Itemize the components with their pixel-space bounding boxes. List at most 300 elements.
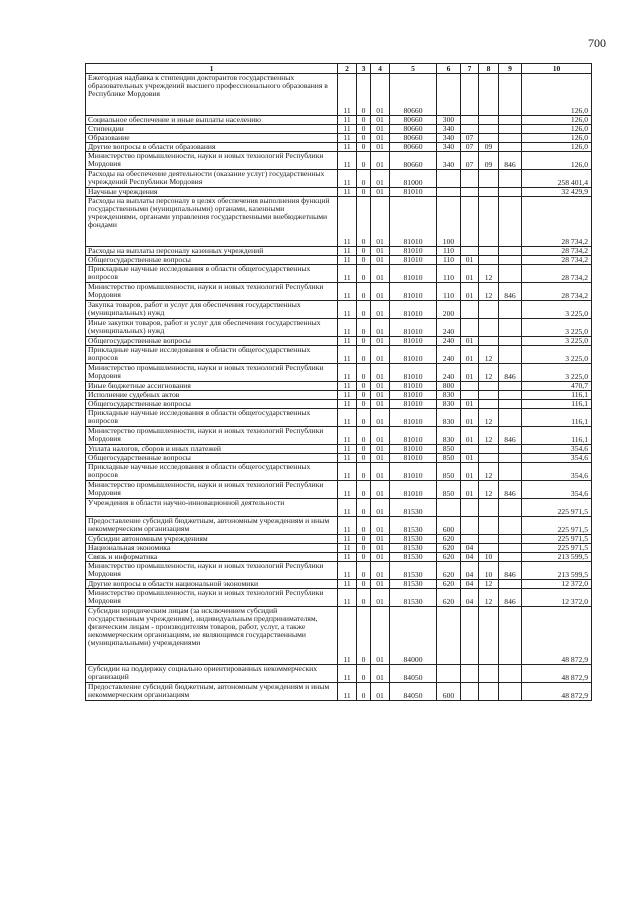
- code-cell: 01: [371, 256, 390, 265]
- code-cell: 01: [371, 337, 390, 346]
- code-cell: 01: [371, 134, 390, 143]
- amount-cell: 126,0: [522, 152, 592, 170]
- code-cell: 10: [479, 562, 499, 580]
- code-cell: 81530: [390, 544, 437, 553]
- table-row: [86, 143, 592, 152]
- code-cell: 11: [338, 247, 357, 256]
- code-cell: 0: [357, 544, 371, 553]
- code-cell: [479, 337, 499, 346]
- code-cell: 01: [371, 445, 390, 454]
- code-cell: [461, 391, 479, 400]
- amount-cell: 213 599,5: [522, 562, 592, 580]
- code-cell: 11: [338, 391, 357, 400]
- row-label: Расходы на выплаты персоналу в целях обеспечения выполнения функций государственными (муниципальными) органами, казенными учреждениями, органами управления государственными внебюджетными фондами: [86, 197, 338, 247]
- code-cell: 11: [338, 607, 357, 665]
- code-cell: 01: [371, 283, 390, 301]
- amount-cell: 48 872,9: [522, 607, 592, 665]
- row-label: Социальное обеспечение и иные выплаты населению: [86, 116, 338, 125]
- code-cell: 0: [357, 607, 371, 665]
- code-cell: 84000: [390, 607, 437, 665]
- amount-cell: 354,6: [522, 463, 592, 481]
- column-header: 2: [338, 64, 357, 74]
- code-cell: [479, 170, 499, 188]
- code-cell: 01: [371, 683, 390, 701]
- code-cell: 11: [338, 134, 357, 143]
- code-cell: [461, 445, 479, 454]
- code-cell: [437, 607, 461, 665]
- row-label: Прикладные научные исследования в области общегосударственных вопросов: [86, 463, 338, 481]
- code-cell: [499, 607, 522, 665]
- column-header: 3: [357, 64, 371, 74]
- code-cell: [437, 188, 461, 197]
- table-row: [86, 265, 592, 283]
- code-cell: 01: [371, 589, 390, 607]
- code-cell: 850: [437, 454, 461, 463]
- row-label: Учреждения в области научно-инновационной деятельности: [86, 499, 338, 517]
- code-cell: 04: [461, 544, 479, 553]
- row-label: Прикладные научные исследования в области общегосударственных вопросов: [86, 409, 338, 427]
- code-cell: 84050: [390, 665, 437, 683]
- code-cell: 11: [338, 427, 357, 445]
- code-cell: 01: [371, 535, 390, 544]
- code-cell: 0: [357, 125, 371, 134]
- code-cell: 850: [437, 445, 461, 454]
- row-label: Министерство промышленности, науки и новых технологий Республики Мордовия: [86, 283, 338, 301]
- row-label: Общегосударственные вопросы: [86, 337, 338, 346]
- code-cell: 10: [479, 553, 499, 562]
- code-cell: 0: [357, 301, 371, 319]
- code-cell: 340: [437, 134, 461, 143]
- code-cell: [437, 499, 461, 517]
- code-cell: [461, 188, 479, 197]
- code-cell: [479, 125, 499, 134]
- code-cell: [461, 683, 479, 701]
- code-cell: 11: [338, 517, 357, 535]
- amount-cell: 3 225,0: [522, 319, 592, 337]
- code-cell: [499, 409, 522, 427]
- code-cell: 80660: [390, 143, 437, 152]
- amount-cell: 126,0: [522, 74, 592, 116]
- code-cell: 81010: [390, 400, 437, 409]
- row-label: Субсидии автономным учреждениям: [86, 535, 338, 544]
- table-row: [86, 499, 592, 517]
- code-cell: [479, 665, 499, 683]
- table-row: [86, 544, 592, 553]
- code-cell: [499, 535, 522, 544]
- amount-cell: 28 734,2: [522, 265, 592, 283]
- code-cell: [499, 197, 522, 247]
- code-cell: 0: [357, 445, 371, 454]
- row-label: Другие вопросы в области образования: [86, 143, 338, 152]
- code-cell: 0: [357, 665, 371, 683]
- code-cell: 01: [461, 454, 479, 463]
- code-cell: 12: [479, 283, 499, 301]
- code-cell: 0: [357, 256, 371, 265]
- row-label: Общегосударственные вопросы: [86, 400, 338, 409]
- code-cell: 01: [371, 382, 390, 391]
- row-label: Общегосударственные вопросы: [86, 454, 338, 463]
- row-label: Другие вопросы в области национальной экономики: [86, 580, 338, 589]
- table-row: [86, 589, 592, 607]
- code-cell: 0: [357, 454, 371, 463]
- table-row: [86, 74, 592, 116]
- code-cell: 04: [461, 589, 479, 607]
- code-cell: 01: [371, 499, 390, 517]
- code-cell: 01: [371, 116, 390, 125]
- code-cell: 620: [437, 580, 461, 589]
- row-label: Прикладные научные исследования в области общегосударственных вопросов: [86, 346, 338, 364]
- code-cell: 01: [371, 427, 390, 445]
- code-cell: 04: [461, 562, 479, 580]
- table-row: [86, 391, 592, 400]
- table-row: [86, 283, 592, 301]
- code-cell: 01: [371, 346, 390, 364]
- code-cell: 11: [338, 170, 357, 188]
- row-label: Субсидии на поддержку социально ориентированных некоммерческих организаций: [86, 665, 338, 683]
- table-row: [86, 125, 592, 134]
- code-cell: [479, 116, 499, 125]
- amount-cell: 28 734,2: [522, 256, 592, 265]
- code-cell: [499, 247, 522, 256]
- row-label: Министерство промышленности, науки и новых технологий Республики Мордовия: [86, 427, 338, 445]
- code-cell: 12: [479, 481, 499, 499]
- code-cell: 12: [479, 346, 499, 364]
- column-header: 5: [390, 64, 437, 74]
- code-cell: 11: [338, 256, 357, 265]
- code-cell: 340: [437, 152, 461, 170]
- code-cell: 12: [479, 409, 499, 427]
- code-cell: [461, 319, 479, 337]
- table-row: [86, 409, 592, 427]
- code-cell: 01: [371, 409, 390, 427]
- code-cell: 240: [437, 364, 461, 382]
- code-cell: 0: [357, 400, 371, 409]
- code-cell: [499, 463, 522, 481]
- code-cell: [479, 445, 499, 454]
- code-cell: [499, 265, 522, 283]
- code-cell: [479, 400, 499, 409]
- code-cell: 846: [499, 427, 522, 445]
- code-cell: 12: [479, 589, 499, 607]
- row-label: Министерство промышленности, науки и новых технологий Республики Мордовия: [86, 152, 338, 170]
- amount-cell: 225 971,5: [522, 517, 592, 535]
- row-label: Стипендии: [86, 125, 338, 134]
- code-cell: 0: [357, 562, 371, 580]
- code-cell: [461, 74, 479, 116]
- column-header: 7: [461, 64, 479, 74]
- code-cell: [479, 391, 499, 400]
- code-cell: 110: [437, 265, 461, 283]
- code-cell: 0: [357, 152, 371, 170]
- code-cell: [461, 665, 479, 683]
- code-cell: 01: [461, 427, 479, 445]
- amount-cell: 3 225,0: [522, 301, 592, 319]
- code-cell: [499, 382, 522, 391]
- code-cell: 81010: [390, 454, 437, 463]
- amount-cell: 126,0: [522, 125, 592, 134]
- row-label: Министерство промышленности, науки и новых технологий Республики Мордовия: [86, 481, 338, 499]
- table-row: [86, 553, 592, 562]
- amount-cell: 225 971,5: [522, 544, 592, 553]
- code-cell: [479, 454, 499, 463]
- code-cell: 0: [357, 116, 371, 125]
- code-cell: 850: [437, 463, 461, 481]
- code-cell: 0: [357, 170, 371, 188]
- amount-cell: 354,6: [522, 481, 592, 499]
- code-cell: 01: [371, 247, 390, 256]
- code-cell: [479, 499, 499, 517]
- code-cell: 11: [338, 499, 357, 517]
- row-label: Общегосударственные вопросы: [86, 256, 338, 265]
- code-cell: 620: [437, 562, 461, 580]
- code-cell: 600: [437, 683, 461, 701]
- code-cell: 620: [437, 589, 461, 607]
- code-cell: 81010: [390, 319, 437, 337]
- code-cell: 846: [499, 562, 522, 580]
- row-label: Предоставление субсидий бюджетным, автономным учреждениям и иным некоммерческим организациям: [86, 683, 338, 701]
- row-label: Предоставление субсидий бюджетным, автономным учреждениям и иным некоммерческим организациям: [86, 517, 338, 535]
- code-cell: 11: [338, 125, 357, 134]
- table-row: [86, 683, 592, 701]
- budget-table: [85, 63, 592, 701]
- code-cell: 01: [371, 607, 390, 665]
- code-cell: 0: [357, 481, 371, 499]
- amount-cell: 3 225,0: [522, 364, 592, 382]
- amount-cell: 28 734,2: [522, 283, 592, 301]
- code-cell: 100: [437, 197, 461, 247]
- code-cell: [461, 116, 479, 125]
- table-row: [86, 301, 592, 319]
- code-cell: 80660: [390, 152, 437, 170]
- code-cell: [499, 454, 522, 463]
- code-cell: 11: [338, 463, 357, 481]
- code-cell: [479, 256, 499, 265]
- amount-cell: 258 401,4: [522, 170, 592, 188]
- table-row: [86, 337, 592, 346]
- table-row: [86, 170, 592, 188]
- code-cell: [479, 683, 499, 701]
- code-cell: 81010: [390, 301, 437, 319]
- code-cell: 81010: [390, 337, 437, 346]
- code-cell: 0: [357, 197, 371, 247]
- code-cell: 0: [357, 589, 371, 607]
- code-cell: 600: [437, 517, 461, 535]
- table-row: [86, 517, 592, 535]
- code-cell: 11: [338, 400, 357, 409]
- code-cell: 0: [357, 499, 371, 517]
- code-cell: 81010: [390, 427, 437, 445]
- code-cell: 01: [371, 562, 390, 580]
- code-cell: 830: [437, 391, 461, 400]
- row-label: Прикладные научные исследования в области общегосударственных вопросов: [86, 265, 338, 283]
- code-cell: 620: [437, 553, 461, 562]
- code-cell: 01: [461, 346, 479, 364]
- amount-cell: 225 971,5: [522, 499, 592, 517]
- code-cell: 01: [371, 197, 390, 247]
- code-cell: 340: [437, 125, 461, 134]
- code-cell: [479, 535, 499, 544]
- code-cell: 11: [338, 364, 357, 382]
- row-label: Министерство промышленности, науки и новых технологий Республики Мордовия: [86, 364, 338, 382]
- code-cell: 81010: [390, 364, 437, 382]
- code-cell: 01: [371, 481, 390, 499]
- code-cell: [479, 247, 499, 256]
- code-cell: 0: [357, 553, 371, 562]
- table-row: [86, 535, 592, 544]
- code-cell: 01: [461, 409, 479, 427]
- code-cell: 11: [338, 319, 357, 337]
- code-cell: 0: [357, 535, 371, 544]
- column-header: 1: [86, 64, 338, 74]
- table-row: [86, 445, 592, 454]
- code-cell: 01: [371, 301, 390, 319]
- code-cell: 81530: [390, 553, 437, 562]
- amount-cell: 12 372,0: [522, 580, 592, 589]
- amount-cell: 116,1: [522, 391, 592, 400]
- table-row: [86, 463, 592, 481]
- code-cell: 11: [338, 143, 357, 152]
- row-label: Министерство промышленности, науки и новых технологий Республики Мордовия: [86, 589, 338, 607]
- code-cell: 09: [479, 143, 499, 152]
- code-cell: 11: [338, 445, 357, 454]
- row-label: Научные учреждения: [86, 188, 338, 197]
- code-cell: 0: [357, 247, 371, 256]
- code-cell: 240: [437, 319, 461, 337]
- amount-cell: 12 372,0: [522, 589, 592, 607]
- code-cell: 0: [357, 319, 371, 337]
- code-cell: [479, 319, 499, 337]
- code-cell: [479, 188, 499, 197]
- code-cell: 11: [338, 346, 357, 364]
- code-cell: 200: [437, 301, 461, 319]
- table-header-row: [86, 64, 592, 74]
- code-cell: 11: [338, 481, 357, 499]
- row-label: Иные бюджетные ассигнования: [86, 382, 338, 391]
- code-cell: 12: [479, 265, 499, 283]
- row-label: Уплата налогов, сборов и иных платежей: [86, 445, 338, 454]
- code-cell: 0: [357, 427, 371, 445]
- code-cell: 01: [371, 364, 390, 382]
- code-cell: 07: [461, 134, 479, 143]
- code-cell: [437, 665, 461, 683]
- amount-cell: 28 734,2: [522, 247, 592, 256]
- table-row: [86, 481, 592, 499]
- code-cell: 81010: [390, 445, 437, 454]
- code-cell: 240: [437, 346, 461, 364]
- amount-cell: 225 971,5: [522, 535, 592, 544]
- table-row: [86, 346, 592, 364]
- code-cell: 01: [371, 170, 390, 188]
- code-cell: [499, 134, 522, 143]
- code-cell: [461, 607, 479, 665]
- code-cell: [499, 346, 522, 364]
- code-cell: 80660: [390, 134, 437, 143]
- code-cell: 11: [338, 382, 357, 391]
- code-cell: [479, 134, 499, 143]
- code-cell: [499, 544, 522, 553]
- code-cell: 0: [357, 382, 371, 391]
- code-cell: 0: [357, 74, 371, 116]
- code-cell: 81010: [390, 382, 437, 391]
- row-label: Ежегодная надбавка к стипендии докторантов государственных образовательных учреждений высшего профессионального образования в Республике Мордовия: [86, 74, 338, 116]
- table-row: [86, 134, 592, 143]
- code-cell: [479, 301, 499, 319]
- code-cell: 81530: [390, 562, 437, 580]
- amount-cell: 213 599,5: [522, 553, 592, 562]
- code-cell: 0: [357, 409, 371, 427]
- code-cell: [479, 544, 499, 553]
- column-header: 10: [522, 64, 592, 74]
- code-cell: 04: [461, 580, 479, 589]
- code-cell: 84050: [390, 683, 437, 701]
- code-cell: 11: [338, 409, 357, 427]
- amount-cell: 116,1: [522, 427, 592, 445]
- table-body: [86, 74, 592, 701]
- table-row: [86, 152, 592, 170]
- code-cell: 11: [338, 116, 357, 125]
- column-header: 8: [479, 64, 499, 74]
- amount-cell: 470,7: [522, 382, 592, 391]
- column-header: 6: [437, 64, 461, 74]
- code-cell: 0: [357, 337, 371, 346]
- code-cell: 81530: [390, 499, 437, 517]
- code-cell: 01: [371, 517, 390, 535]
- amount-cell: 354,6: [522, 445, 592, 454]
- code-cell: 12: [479, 463, 499, 481]
- table-row: [86, 319, 592, 337]
- table-row: [86, 256, 592, 265]
- code-cell: 11: [338, 301, 357, 319]
- code-cell: 01: [371, 391, 390, 400]
- code-cell: 0: [357, 346, 371, 364]
- code-cell: 01: [371, 265, 390, 283]
- code-cell: [461, 535, 479, 544]
- code-cell: 81010: [390, 283, 437, 301]
- code-cell: 11: [338, 265, 357, 283]
- row-label: Субсидии юридическим лицам (за исключением субсидий государственным учреждениям), индивидуальным предпринимателям, физическим лицам - производителям товаров, работ, услуг, а также некоммерческим организациям, не являющимся государственными (муниципальными) учреждениями: [86, 607, 338, 665]
- code-cell: 0: [357, 364, 371, 382]
- code-cell: 11: [338, 589, 357, 607]
- code-cell: 620: [437, 544, 461, 553]
- table-row: [86, 665, 592, 683]
- row-label: Иные закупки товаров, работ и услуг для обеспечения государственных (муниципальных) нужд: [86, 319, 338, 337]
- code-cell: [437, 170, 461, 188]
- row-label: Расходы на выплаты персоналу казенных учреждений: [86, 247, 338, 256]
- code-cell: 110: [437, 256, 461, 265]
- code-cell: 11: [338, 197, 357, 247]
- code-cell: [499, 391, 522, 400]
- code-cell: 01: [371, 544, 390, 553]
- code-cell: 0: [357, 683, 371, 701]
- code-cell: 846: [499, 283, 522, 301]
- code-cell: 11: [338, 580, 357, 589]
- table-row: [86, 454, 592, 463]
- code-cell: 81010: [390, 409, 437, 427]
- code-cell: [499, 256, 522, 265]
- row-label: Исполнение судебных актов: [86, 391, 338, 400]
- code-cell: [461, 247, 479, 256]
- amount-cell: 32 429,9: [522, 188, 592, 197]
- code-cell: [499, 143, 522, 152]
- code-cell: 01: [371, 580, 390, 589]
- code-cell: [461, 170, 479, 188]
- code-cell: 81010: [390, 188, 437, 197]
- code-cell: 01: [371, 188, 390, 197]
- column-header: 4: [371, 64, 390, 74]
- table-row: [86, 607, 592, 665]
- code-cell: 01: [371, 400, 390, 409]
- code-cell: 81530: [390, 535, 437, 544]
